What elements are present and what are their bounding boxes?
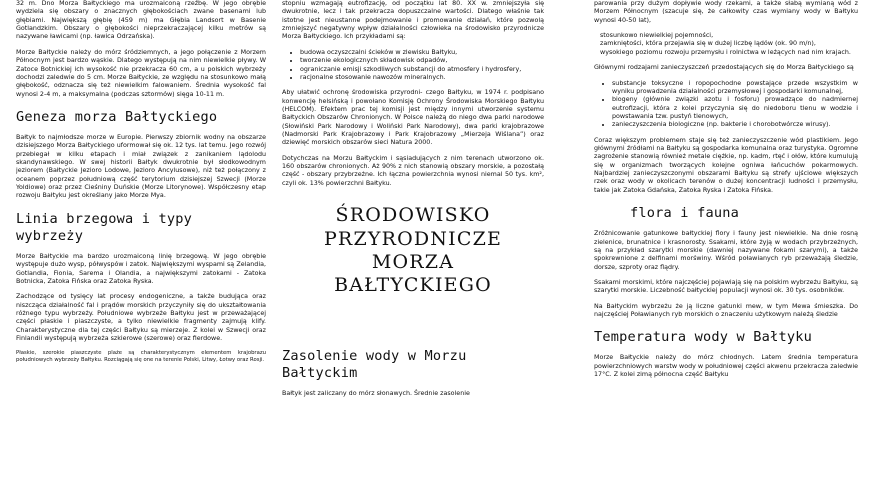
actions-list (282, 49, 544, 82)
list-item: zamkniętości, która przejawia się w dużej liczbę lądów (ok. 90 m/n), (600, 40, 816, 48)
paragraph-plastic: Coraz większym problemem staje się też zanieczyszczenie wód plastikiem. Jego głównymi źródłami na Bałtyku są gospodarka komunalna oraz turystyka. Ogromne zagrożenie stanowią również metale ciężkie, np. kadm, rtęć i ołów, które kumulują się w organizmach tworzących kolejne ogniwa łańcuchów pokarmowych. Najbardziej zanieczyszczonymi obszarami Bałtyku są strefy ujściowe większych rzek oraz wody w okolicach terenów o dużej koncentracji ludności i przemysłu, takie jak Zatoka Gdańska, Zatoka Ryska i Zatoka Fińska. (594, 136, 858, 194)
heading-flora-fauna: flora i fauna (630, 205, 739, 222)
paragraph-water-exchange: parowania przy dużym dopływie wody rzekami, a także słabą wymianą wód z Morzem Północnym (szacuje się, że całkowity czas wymiany wody w Bałtyku wynosi 40-50 lat), (594, 0, 858, 24)
paragraph-flora-3: Na Bałtyckim wybrzeżu że ją liczne gatunki mew, w tym Mewa śmieszka. Do najczęściej Poławianych ryb morskich o znaczeniu użytkowym należą śledzie (594, 302, 858, 319)
column-right (594, 0, 858, 480)
page-title (314, 204, 512, 297)
list-item: stosunkowo niewielkiej pojemności, (600, 32, 714, 40)
paragraph-temperature: Morze Bałtyckie należy do mórz chłodnych. Latem średnia temperatura powierzchniowych warstw wody w południowej części akwenu przekracza zaledwie 17°C. Z kolei zimą północna część Bałtyku (594, 354, 858, 379)
list-item: • budowa oczyszczalni ścieków w zlewisku Bałtyku, (300, 49, 544, 57)
paragraph-flora-2: Ssakami morskimi, które najczęściej pojawiają się na polskim wybrzeżu Bałtyku, są szarytki morskie. Liczebność bałtyckiej populacji wynosi ok. 30 tys. osobników. (594, 278, 858, 295)
pollutants-list (594, 80, 858, 130)
list-item: • tworzenie ekologicznych składowisk odpadów, (300, 57, 544, 65)
paragraph-zasolenie: Bałtyk jest zaliczany do mórz słonawych. Średnie zasolenie (282, 389, 470, 397)
title-line: BAŁTYCKIEGO (334, 274, 492, 297)
title-line: ŚRODOWISKO (335, 204, 491, 227)
paragraph-geneza: Bałtyk to najmłodsze morze w Europie. Pierwszy zbiornik wodny na obszarze dzisiejszego Morza Bałtyckiego uformował się ok. 12 tys. lat temu. Jego rozwój przebiegał w kilku etapach i miał związek z zanikaniem lądolodu skandynawskiego. W swej historii Bałtyk dwukrotnie był słodkowodnym jeziorem (Bałtyckie Jezioro Lodowe, Jezioro Ancylusowe), niż też połączony z oceanem poprzez południową część terytorium dzisiejszej Szwecji (Morze Yoldiowe) oraz przez Cieśniny Duńskie (Morze Litorynowe). Współczesny etap rozwoju Bałtyku jest określany jako Morze Mya. (16, 133, 266, 200)
list-item: • racjonalne stosowanie nawozów mineralnych. (300, 74, 544, 82)
paragraph-tides: Morze Bałtyckie należy do mórz śródziemnych, a jego połączenie z Morzem Północnym jest bardzo wąskie. Dlatego występują na nim niewielkie pływy. W Zatoce Botnickiej ich wysokość nie przekracza 60 cm, a u polskich wybrzeży dochodzi zaledwie do 5 cm. Morze Bałtyckie, ze względu na stosunkowo małą głębokość, odznacza się też niewielkim falowaniem. Średnia wysokość fal wynosi 2-4 m, a maksymalna (podczas sztormów) sięga 10-11 m. (16, 48, 266, 98)
title-line: PRZYRODNICZE (323, 227, 503, 250)
paragraph-protected-areas: Dotychczas na Morzu Bałtyckim i sąsiadujących z nim terenach utworzono ok. 160 obszarów chronionych. Aż 90% z nich stanowią obszary morskie, a pozostałą część - obszary przybrzeżne. Ich łączna powierzchnia wynosi niemal 50 tys. km², czyli ok. 13% powierzchni Bałtyku. (282, 154, 544, 187)
column-left (16, 0, 266, 480)
heading-geneza: Geneza morza Bałtyckiego (16, 108, 218, 125)
paragraph-linia-2: Zachodzące od tysięcy lat procesy endogeniczne, a także budująca oraz niszcząca działalność fal i prądów morskich przyczyniły się do ukształtowania różnego typu wybrzeży. Południowe wybrzeże Bałtyku jest w przeważającej części płaskie i piaszczyste, a tylko niewielkie fragmenty zajmują klify. Charakterystyczne dla tej części Bałtyku są mierzeje. Z kolei w Szwecji oraz Finlandii występują wybrzeża szkierowe (szerowe) oraz fierdowe. (16, 293, 266, 343)
paragraph-depth: 32 m. Dno Morza Bałtyckiego ma urozmaiconą rzeźbę. W jego obrębie wydziela się obszary o znacznych głębokościach zwane basenami lub głębiami. Największą głębię (459 m) ma Głębia Landsort w Basenie Gotlandzkim. Obszary o głębokości nieprzekraczającej kilku metrów są nazywane ławicami (np. ławica Odrzańska). (16, 0, 266, 41)
list-item: wysokiego poziomu rozwoju przemysłu i rolnictwa w leżących nad nim krajach. (600, 48, 851, 56)
causes-list (594, 32, 858, 57)
paragraph-pollutants-intro: Głównymi rodzajami zanieczyszczeń przedostających się do Morza Bałtyckiego są (594, 64, 854, 72)
heading-linia-brzegowa: Linia brzegowa i typy wybrzeży (16, 210, 193, 244)
paragraph-eutrophication: stopniu wzmagają eutrofizację, od początku lat 80. XX w. zmniejszyła się dwukrotnie, lecz i tak przekracza dopuszczalne wartości. Dlatego właśnie tak istotne jest nieustanne podejmowanie i promowanie działań, które pozwolą zmniejszyć negatywny wpływ działalności człowieka na środowisko przyrodnicze Morza Bałtyckiego. Ich przykładami są: (282, 0, 544, 41)
paragraph-flora-1: Zróżnicowanie gatunkowe bałtyckiej flory i fauny jest niewielkie. Na dnie rosną zielenice, brunatnice i krasnorosty. Ssakami, które żyją w wodach przybrzeżnych, są na przykład szarytki morskie (dawniej nazywane fokami szarymi), a także spokrewnione z delfinami morświny. Wśród poławianych ryb przeważają śledzie, dorsze, szproty oraz flądry. (594, 230, 858, 271)
column-middle (282, 0, 544, 480)
list-item: • ograniczanie emisji szkodliwych substancji do atmosfery i hydrosfery, (300, 66, 544, 74)
spacer (282, 298, 544, 338)
heading-temperature: Temperatura wody w Bałtyku (594, 329, 812, 346)
heading-zasolenie: Zasolenie wody w Morzu Bałtyckim (282, 347, 467, 381)
list-item: • substancje toksyczne i ropopochodne powstające przede wszystkim w wyniku prowadzenia działalności przemysłowej i gospodarki komunalnej, (612, 80, 858, 97)
paragraph-helcom: Aby ułatwić ochronę środowiska przyrodni- czego Bałtyku, w 1974 r. podpisano konwencję helsińską i powołano Komisję Ochrony Środowiska Morskiego Bałtyku (HELCOM). Efektem prac tej komisji jest między innymi utworzenie systemu Bałtyckich Obszarów Chronionych. W Polsce należą do niego dwa parki narodowe (Słowiński Park Narodowy i Woliński Park Narodowy), dwa parki krajobrazowe (Nadmorski Park Krajobrazowy i Park Krajobrazowy „Mierzeja Wiślana”) oraz dziewięć morskich obszarów sieci Natura 2000. (282, 89, 544, 147)
paragraph-linia-1: Morze Bałtyckie ma bardzo urozmaiconą linię brzegową. W jego obrębie występuje dużo wysp, półwyspów i zatok. Największymi wyspami są Zelandia, Gotlandia, Fionia, Sarema i Olandia, a największymi zatokami - Zatoka Botnicka, Zatoka Fińska oraz Zatoka Ryska. (16, 252, 266, 285)
list-item: • biogeny (głównie związki azotu i fosforu) prowadzące do nadmiernej eutrofizacji, która z kolei przyczynia się do niedoboru tlenu w wodzie i powstawania tzw. pustyń tlenowych, (612, 96, 858, 121)
title-line: MORZA (371, 250, 455, 273)
list-item: • zanieczyszczenia biologiczne (np. bakterie i chorobotwórcze wirusy). (612, 121, 858, 129)
paragraph-beaches: Płaskie, szerokie piaszczyste plaże są charakterystycznym elementem krajobrazu południowych wybrzeży Bałtyku. Rozciągają się one na terenie Polski, Litwy, Łotwy oraz Rosji. (16, 350, 266, 364)
